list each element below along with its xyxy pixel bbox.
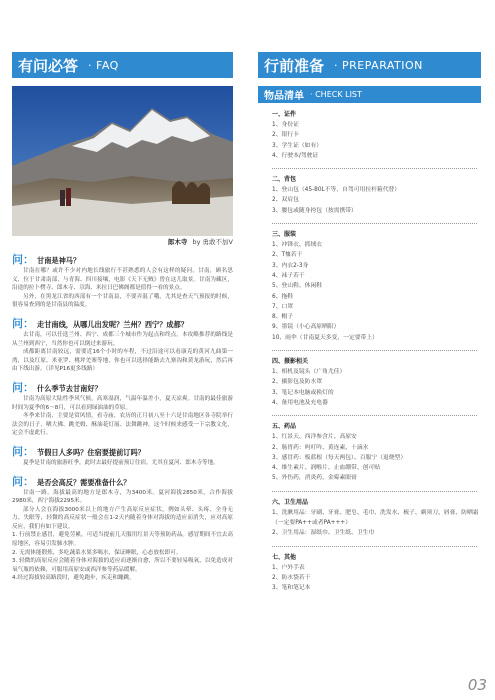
checklist-group [272, 498, 481, 539]
group-title: 六、卫生用品 [272, 498, 309, 506]
faq-answer: 甘南为高原大陆性季风气候，高寒湿润，气温年温差小，夏天凉爽。甘南的最佳旅游时间为夏季的6～8月，可以看到绿油油的草原。 [12, 395, 233, 411]
faq-answer: 另外，在黑龙江省的西部有一个甘南县，不要弄混了哦，尤其是查天气预报的时候，很容易查到的是甘南县的温度。 [12, 293, 233, 309]
question-mark-label: 问： [12, 444, 34, 458]
group-title: 七、其他 [272, 553, 297, 561]
preparation-title-bar [258, 52, 481, 78]
list-item: 7、口罩 [272, 303, 294, 310]
list-item: 4、维生素片、润喉片、止血绷带、创可贴 [272, 465, 381, 472]
list-item: 2、T恤若干 [272, 252, 303, 259]
question-mark-label: 问： [12, 316, 34, 330]
list-item: 1、身份证 [272, 122, 299, 128]
list-item: 4、备用电池及充电器 [272, 399, 328, 406]
list-item: 3、内衣2-3身 [272, 262, 309, 269]
preparation-title-en: · PREPARATION [334, 58, 423, 72]
faq-answer: 去甘南，可以任选兰州、西宁、成都三个城市作为起点和终点，本攻略推荐的路线是从兰州到西宁，当然你也可以倒过来游玩。 [12, 331, 233, 347]
checklist-group [272, 230, 481, 343]
dotted-divider [272, 491, 477, 492]
list-item: 3、笔和笔记本 [272, 585, 311, 592]
caption-place: 郎木寺 [167, 238, 188, 246]
question-mark-label: 问： [12, 380, 34, 394]
faq-answer: 成都距离甘南较远，需要近16个小时的车程，不过沿途可以看康克的黄河九曲第一湾，以及红原、米亚罗、桃坪羌寨等地，你也可以选择能路去九寨沟和黄龙游玩，然后再由下线出游。（详见P16更多线路） [12, 349, 233, 373]
list-item: 1、相机及镜头（广角尤佳） [272, 369, 346, 376]
checklist-group [272, 422, 481, 483]
list-item: 5、登山鞋、休闲鞋 [272, 283, 323, 290]
checklist-title: 物品清单 [264, 91, 304, 102]
faq-tip: 1. 行前禁止感冒，避免劳累，可适当提前几天服用红景天等预防药品。感冒期间不宜去高原地区，容易引发肺水肿。 [12, 532, 233, 548]
photo-caption [12, 237, 233, 246]
faq-answer: 甘南一路，海拔最高的地方是郎木寺，为3400米。夏河海拔2850米，合作海拔2980米，西宁海拔2295米。 [12, 489, 233, 505]
group-title: 二、背包 [272, 176, 297, 184]
checklist-title-bar [258, 86, 481, 103]
list-item: 3、笔记本电脑或换灯的 [272, 389, 334, 396]
checklist-group [272, 553, 481, 594]
list-item: 10、雨伞（甘南夏天多变，一定要带上） [272, 334, 378, 341]
group-title: 三、服装 [272, 231, 297, 239]
faq-title: 有问必答 [18, 56, 79, 75]
checklist-group [272, 357, 481, 408]
checklist-group [272, 175, 481, 216]
list-item: 3、感冒药：板蓝根（每天两包）、百服宁（退烧型） [272, 454, 407, 461]
faq-question: 问： 走甘南线，从哪儿出发呢？兰州？西宁？成都？ [12, 316, 188, 330]
list-item: 2、卫生用品：湿纸巾、卫生纸、卫生巾 [272, 530, 375, 537]
faq-answer: 甘南在哪？或许不少对内地长线旅行不甚熟悉的人会有这样的疑问。甘南，顾名思义，位于甘肃南部，与青海、四川接壤，电影《天下无贼》曾在这儿取景。甘南为藏区，沿途的拉卜楞寺、郎木寺、尕海、米拉日巴佛阁都是值得一看的景点。 [12, 268, 233, 292]
preparation-column [258, 52, 481, 601]
dotted-divider [272, 546, 477, 547]
faq-tip: 4.经过海拔较高路段时，避免跑步，疾走和蹦跳。 [12, 575, 135, 582]
list-item: 4、袜子若干 [272, 272, 305, 279]
faq-column [12, 52, 233, 583]
list-item: 2、银行卡 [272, 132, 299, 139]
faq-answer: 夏季是甘南的旅游旺季，此时去最好提前预订住宿。尤其在夏河、郎木寺等地。 [23, 459, 219, 466]
faq-title-bar [12, 52, 233, 78]
question-mark-label: 问： [12, 253, 34, 266]
caption-credit: by 勇敢不加V [192, 238, 233, 246]
faq-answer: 部分人会在海拔3000米以上的地方产生高原反应症状，例如头晕、头疼、全身无力、失眠等，轻微的高反症状一般会在1-2天内随着身体对海拔的适应而消失，应对高原反应，我们有如下建议。 [12, 506, 233, 530]
dotted-divider [272, 415, 477, 416]
list-item: 1、户外手表 [272, 564, 305, 571]
page-number: 03 [467, 676, 487, 694]
faq-question: 问： 什么季节去甘南好？ [12, 380, 102, 394]
list-item: 3、学生证（如有） [272, 142, 323, 149]
list-item: 3、腰包或随身挎包（按需携带） [272, 207, 357, 214]
list-item: 2、防水袋若干 [272, 574, 311, 581]
checklist-group [272, 110, 481, 161]
dotted-divider [272, 223, 477, 224]
list-item: 5、外伤药，消炎药，金霉素眼膏 [272, 475, 357, 482]
list-item: 2、肠胃药：吗叮吟、黄连素、十滴水 [272, 444, 369, 451]
dotted-divider [272, 350, 477, 351]
checklist-title-en: · CHECK LIST [310, 90, 362, 99]
question-mark-label: 问： [12, 474, 34, 488]
group-title: 四、摄影相关 [272, 358, 309, 366]
faq-title-en: · FAQ [88, 58, 119, 72]
faq-question: 问： 节假日人多吗？住宿要提前订吗？ [12, 444, 145, 458]
list-item: 2、摄影包及防水罩 [272, 379, 323, 386]
list-item: 1、红景天、西洋参含片、高原安 [272, 434, 357, 441]
preparation-title: 行前准备 [264, 56, 325, 75]
list-item: 4、行驶本/驾驶证 [272, 152, 319, 159]
list-item: 6、拖鞋 [272, 293, 294, 300]
list-item: 1、登山包（45-80L不等，自驾可用拉杆箱代替） [272, 187, 401, 194]
list-item: 1、洗漱用品：牙刷、牙膏、肥皂、毛巾、洗发水、梳子、剃须刀、唇膏、防晒霜（一定要PA++或者PA+++） [272, 509, 479, 527]
group-title: 一、证件 [272, 111, 297, 118]
list-item: 8、帽子 [272, 314, 294, 321]
faq-tip: 3. 轻微的高原反应会随着身体对海拔的适应而逐渐自愈，所以不要轻易吸氧，以免造成对氧气瓶的依赖，可服用高原安或西洋参等药品缓解。 [12, 558, 233, 573]
list-item: 9、墨镜（小心高原晒阳） [272, 324, 340, 331]
list-item: 1、冲锋衣、抓绒衣 [272, 242, 323, 249]
dotted-divider [272, 168, 477, 169]
faq-answer: 冬季来甘南，主要是赏风情，看寺庙，农历的正月初八至十六是甘南地区各寺院举行法会的日子，晒大佛、跳羌姆、酥油花灯展、法舞跳神，这个时候来感受一下宗教文化，定会不虚此行。 [12, 413, 233, 437]
faq-question: 问： 是否会高反？需要准备什么？ [12, 474, 131, 488]
faq-question: 问： 甘南是神马？ [12, 253, 81, 266]
mountain-photo [12, 86, 233, 236]
faq-tip: 2. 无需体能锻炼，多吃蔬菜水果多喝水，保证睡眠，心态放松即可。 [12, 549, 182, 556]
checklist [258, 110, 481, 594]
group-title: 五、药品 [272, 423, 297, 431]
list-item: 2、双肩包 [272, 197, 299, 204]
